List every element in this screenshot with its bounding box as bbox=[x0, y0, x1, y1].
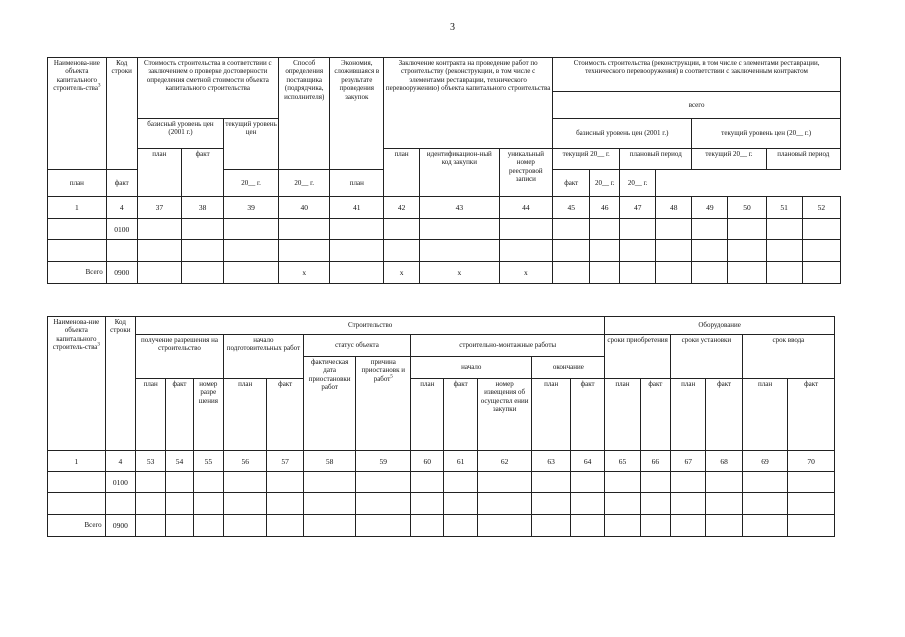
total-code: 0900 bbox=[106, 262, 137, 284]
header-plan-period: плановый период bbox=[620, 149, 692, 170]
header-economy: Экономия, сложившаяся в результате проведения закупок bbox=[330, 58, 384, 170]
col-num: 44 bbox=[499, 197, 553, 219]
header-current-price-level: текущий уровень цен bbox=[224, 119, 279, 170]
header-plan-period-2: плановый период bbox=[766, 149, 840, 170]
header-permit: получение разрешения на строительство bbox=[136, 335, 224, 379]
col-num: 4 bbox=[106, 197, 137, 219]
col-num: 41 bbox=[330, 197, 384, 219]
header-sub-plan-2: план bbox=[330, 170, 384, 197]
header-actual-suspend-date: фактическая дата приостановки работ bbox=[303, 357, 356, 451]
row-code: 0100 bbox=[106, 219, 137, 240]
header-fact: факт bbox=[166, 379, 193, 451]
header-start: начало bbox=[411, 357, 532, 379]
header-equipment: Оборудование bbox=[605, 317, 835, 335]
col-num: 60 bbox=[411, 451, 444, 472]
header-plan: план bbox=[223, 379, 266, 451]
header-fact: факт bbox=[182, 149, 224, 197]
header-sub-year-b: 20__ г. bbox=[278, 170, 330, 197]
x-mark: x bbox=[499, 262, 553, 284]
header-code: Код строки bbox=[106, 58, 137, 170]
header-end: окончание bbox=[532, 357, 605, 379]
col-num: 46 bbox=[590, 197, 620, 219]
header-suspend-reason: причина приостановк и работ$^5$ bbox=[356, 357, 411, 451]
col-num: 47 bbox=[620, 197, 656, 219]
header-construction: Строительство bbox=[136, 317, 605, 335]
header-supplier-method: Способ определения поставщика (подрядчика, исполнителя) bbox=[278, 58, 330, 170]
col-num: 49 bbox=[692, 197, 728, 219]
col-num: 67 bbox=[671, 451, 706, 472]
header-code: Код строки bbox=[105, 317, 135, 451]
header-object-name: Наименова-ние объекта капитального строитель-ства$^3$ bbox=[48, 58, 107, 170]
total-row bbox=[48, 515, 835, 537]
col-num: 43 bbox=[420, 197, 499, 219]
header-fact: факт bbox=[570, 379, 604, 451]
total-code: 0900 bbox=[105, 515, 135, 537]
col-num: 40 bbox=[278, 197, 330, 219]
header-plan: план bbox=[137, 149, 181, 197]
header-plan: план bbox=[411, 379, 444, 451]
header-registry-number: уникальный номер реестровой записи bbox=[499, 149, 553, 197]
col-num: 39 bbox=[224, 197, 279, 219]
header-current-year: текущий 20__ г. bbox=[553, 149, 620, 170]
header-plan: план bbox=[136, 379, 166, 451]
total-label: Всего bbox=[48, 515, 106, 537]
header-smr: строительно-монтажные работы bbox=[411, 335, 605, 357]
col-num: 56 bbox=[223, 451, 266, 472]
col-num: 48 bbox=[656, 197, 692, 219]
col-num: 70 bbox=[788, 451, 835, 472]
header-contract-conclusion: Заключение контракта на проведение работ по строительству (реконструкции, в том числе с элементами реставрации, технического перевооружению) объекта капитального строительства bbox=[384, 58, 553, 149]
col-num: 63 bbox=[532, 451, 570, 472]
col-num: 62 bbox=[477, 451, 532, 472]
row-code: 0100 bbox=[105, 472, 135, 493]
col-num: 61 bbox=[444, 451, 477, 472]
header-base-price-level-2001: базисный уровень цен (2001 г.) bbox=[553, 119, 692, 149]
header-object-status: статус объекта bbox=[303, 335, 410, 357]
header-procurement-id: идентификацион-ный код закупки bbox=[420, 149, 499, 197]
column-numbers-row bbox=[48, 451, 835, 472]
col-num: 59 bbox=[356, 451, 411, 472]
col-num: 51 bbox=[766, 197, 802, 219]
header-fact: факт bbox=[706, 379, 742, 451]
x-mark: x bbox=[278, 262, 330, 284]
col-num: 42 bbox=[384, 197, 420, 219]
col-num: 64 bbox=[570, 451, 604, 472]
header-plan: план bbox=[671, 379, 706, 451]
header-permit-number: номер разре шения bbox=[193, 379, 223, 451]
header-notice-number: номер извещения об осуществл ении закупки bbox=[477, 379, 532, 451]
col-num: 54 bbox=[166, 451, 193, 472]
header-sub-fact: факт bbox=[106, 170, 137, 197]
header-fact: факт bbox=[444, 379, 477, 451]
col-num: 53 bbox=[136, 451, 166, 472]
header-construction-cost: Стоимость строительства в соответствии с заключением о проверке достоверности определения сметной стоимости объекта капитального строительства bbox=[137, 58, 278, 119]
x-mark: x bbox=[384, 262, 420, 284]
header-sub-fact-2: факт bbox=[553, 170, 590, 197]
header-installation: сроки установки bbox=[671, 335, 743, 379]
col-num: 57 bbox=[267, 451, 303, 472]
x-mark: x bbox=[420, 262, 499, 284]
table-row bbox=[48, 240, 841, 262]
header-cost-by-contract: Стоимость строительства (реконструкции, в том числе с элементами реставрации, технического перевооружения) в соответствии с заключенным контрактом bbox=[553, 58, 841, 92]
page-number: 3 bbox=[450, 22, 455, 33]
total-label: Всего bbox=[48, 262, 107, 284]
header-contract-plan: план bbox=[384, 149, 420, 197]
col-num: 65 bbox=[605, 451, 640, 472]
col-num: 38 bbox=[182, 197, 224, 219]
col-num: 55 bbox=[193, 451, 223, 472]
header-acquisition: сроки приобретения bbox=[605, 335, 671, 379]
header-sub-year-a-2: 20__ г. bbox=[590, 170, 620, 197]
header-current-year-2: текущий 20__ г. bbox=[692, 149, 766, 170]
header-fact: факт bbox=[788, 379, 835, 451]
col-num: 68 bbox=[706, 451, 742, 472]
col-num: 4 bbox=[105, 451, 135, 472]
col-num: 1 bbox=[48, 197, 107, 219]
col-num: 66 bbox=[640, 451, 670, 472]
col-num: 50 bbox=[728, 197, 766, 219]
col-num: 1 bbox=[48, 451, 106, 472]
col-num: 52 bbox=[802, 197, 840, 219]
table-row bbox=[48, 493, 835, 515]
header-total: всего bbox=[553, 92, 841, 119]
cost-contract-table bbox=[47, 57, 841, 284]
col-num: 69 bbox=[742, 451, 788, 472]
header-plan: план bbox=[605, 379, 640, 451]
header-base-price-level: базисный уровень цен (2001 г.) bbox=[137, 119, 224, 149]
header-sub-year-a: 20__ г. bbox=[224, 170, 279, 197]
header-commissioning: срок ввода bbox=[742, 335, 834, 379]
table-row bbox=[48, 472, 835, 493]
total-row bbox=[48, 262, 841, 284]
header-object-name: Наименова-ние объекта капитального строитель-ства$^3$ bbox=[48, 317, 106, 451]
construction-equipment-table bbox=[47, 316, 835, 537]
header-plan: план bbox=[532, 379, 570, 451]
header-prep-works: начало подготовительных работ bbox=[223, 335, 303, 379]
col-num: 37 bbox=[137, 197, 181, 219]
header-fact: факт bbox=[267, 379, 303, 451]
header-plan: план bbox=[742, 379, 788, 451]
col-num: 58 bbox=[303, 451, 356, 472]
table-row bbox=[48, 219, 841, 240]
header-fact: факт bbox=[640, 379, 670, 451]
header-sub-plan: план bbox=[48, 170, 107, 197]
col-num: 45 bbox=[553, 197, 590, 219]
header-sub-year-b-2: 20__ г. bbox=[620, 170, 656, 197]
column-numbers-row bbox=[48, 197, 841, 219]
header-current-price-level-20: текущий уровень цен (20__ г.) bbox=[692, 119, 841, 149]
